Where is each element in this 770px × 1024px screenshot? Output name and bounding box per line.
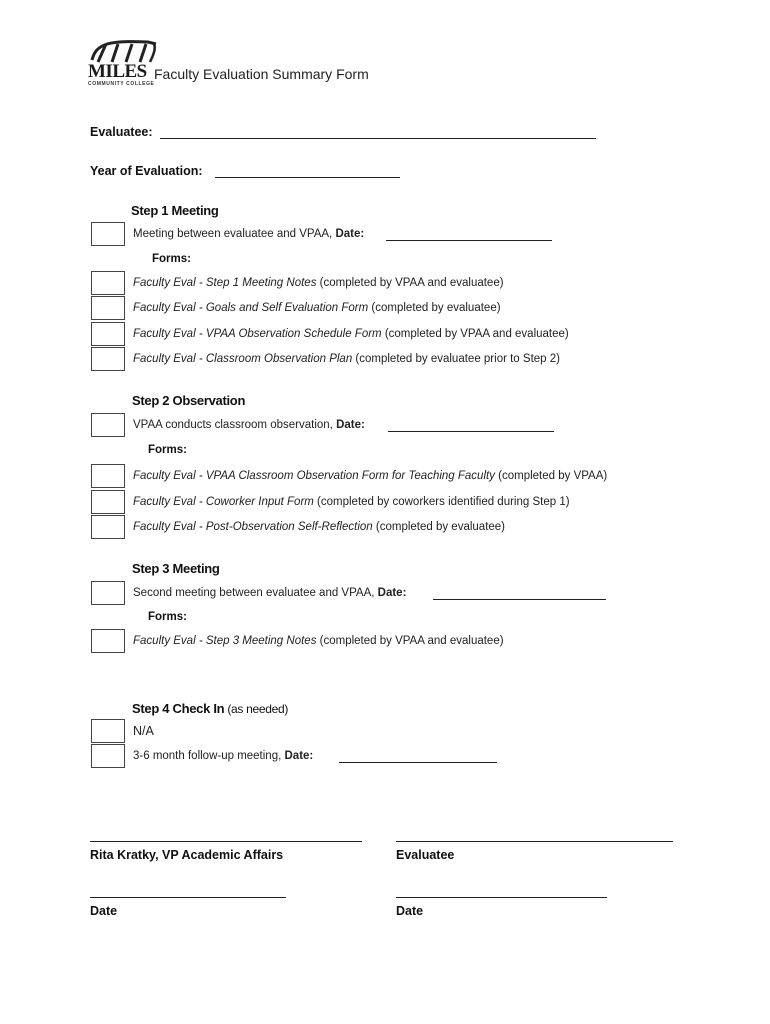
year-field-label: Year of Evaluation: <box>90 164 203 178</box>
evaluatee-field-label: Evaluatee: <box>90 125 153 139</box>
evaluatee-date-label: Date <box>396 904 424 918</box>
step-1-task-checkbox[interactable] <box>91 222 125 246</box>
step-2-heading: Step 2 Observation <box>132 393 246 408</box>
evaluatee-signature-line[interactable] <box>396 841 673 842</box>
step-2-date-field[interactable] <box>388 431 554 432</box>
step-2-forms-label: Forms: <box>148 444 187 456</box>
step-3-form-1: Faculty Eval - Step 3 Meeting Notes (completed by VPAA and evaluatee) <box>133 635 504 647</box>
page-title: Faculty Evaluation Summary Form <box>154 66 369 82</box>
step-1-form-3: Faculty Eval - VPAA Observation Schedule Form (completed by VPAA and evaluatee) <box>133 328 569 340</box>
step-4-heading: Step 4 Check In (as needed) <box>132 701 289 716</box>
step-2-form-2: Faculty Eval - Coworker Input Form (completed by coworkers identified during Step 1) <box>133 496 570 508</box>
step-1-task: Meeting between evaluatee and VPAA, Date: <box>133 228 365 240</box>
step-1-form-2: Faculty Eval - Goals and Self Evaluation Form (completed by evaluatee) <box>133 302 501 314</box>
step-3-forms-label: Forms: <box>148 611 187 623</box>
step-1-form-4-checkbox[interactable] <box>91 347 125 371</box>
step-1-form-1: Faculty Eval - Step 1 Meeting Notes (completed by VPAA and evaluatee) <box>133 277 504 289</box>
step-2-task-checkbox[interactable] <box>91 413 125 437</box>
step-2-form-3: Faculty Eval - Post-Observation Self-Reflection (completed by evaluatee) <box>133 521 506 533</box>
step-1-form-4: Faculty Eval - Classroom Observation Plan (completed by evaluatee prior to Step 2) <box>133 353 560 365</box>
step-2-task: VPAA conducts classroom observation, Date: <box>133 419 365 431</box>
year-field[interactable] <box>215 177 400 178</box>
step-1-date-field[interactable] <box>386 240 552 241</box>
step-1-form-1-checkbox[interactable] <box>91 271 125 295</box>
step-2-form-3-checkbox[interactable] <box>91 515 125 539</box>
vp-signature-line[interactable] <box>90 841 362 842</box>
evaluatee-field[interactable] <box>160 138 596 139</box>
step-2-form-2-checkbox[interactable] <box>91 490 125 514</box>
vp-signature-label: Rita Kratky, VP Academic Affairs <box>90 848 284 862</box>
logo-subtitle: COMMUNITY COLLEGE <box>88 81 155 87</box>
step-2-form-1: Faculty Eval - VPAA Classroom Observation Form for Teaching Faculty (completed by VPAA) <box>133 470 608 482</box>
step-3-task-checkbox[interactable] <box>91 581 125 605</box>
step-4-date-field[interactable] <box>339 762 497 763</box>
step-1-forms-label: Forms: <box>152 253 191 265</box>
step-4-followup-checkbox[interactable] <box>91 744 125 768</box>
step-3-task: Second meeting between evaluatee and VPAA, Date: <box>133 587 407 599</box>
vp-date-label: Date <box>90 904 118 918</box>
evaluatee-date-line[interactable] <box>396 897 607 898</box>
step-3-form-1-checkbox[interactable] <box>91 629 125 653</box>
step-3-heading: Step 3 Meeting <box>132 561 220 576</box>
evaluatee-signature-label: Evaluatee <box>396 848 455 862</box>
step-4-followup: 3-6 month follow-up meeting, Date: <box>133 750 314 762</box>
logo-wordmark: MILES <box>88 61 147 82</box>
vp-date-line[interactable] <box>90 897 286 898</box>
step-4-na-checkbox[interactable] <box>91 719 125 743</box>
step-1-heading: Step 1 Meeting <box>131 203 219 218</box>
step-2-form-1-checkbox[interactable] <box>91 464 125 488</box>
step-1-form-3-checkbox[interactable] <box>91 322 125 346</box>
step-4-na: N/A <box>133 724 154 738</box>
step-3-date-field[interactable] <box>433 599 606 600</box>
step-1-form-2-checkbox[interactable] <box>91 296 125 320</box>
